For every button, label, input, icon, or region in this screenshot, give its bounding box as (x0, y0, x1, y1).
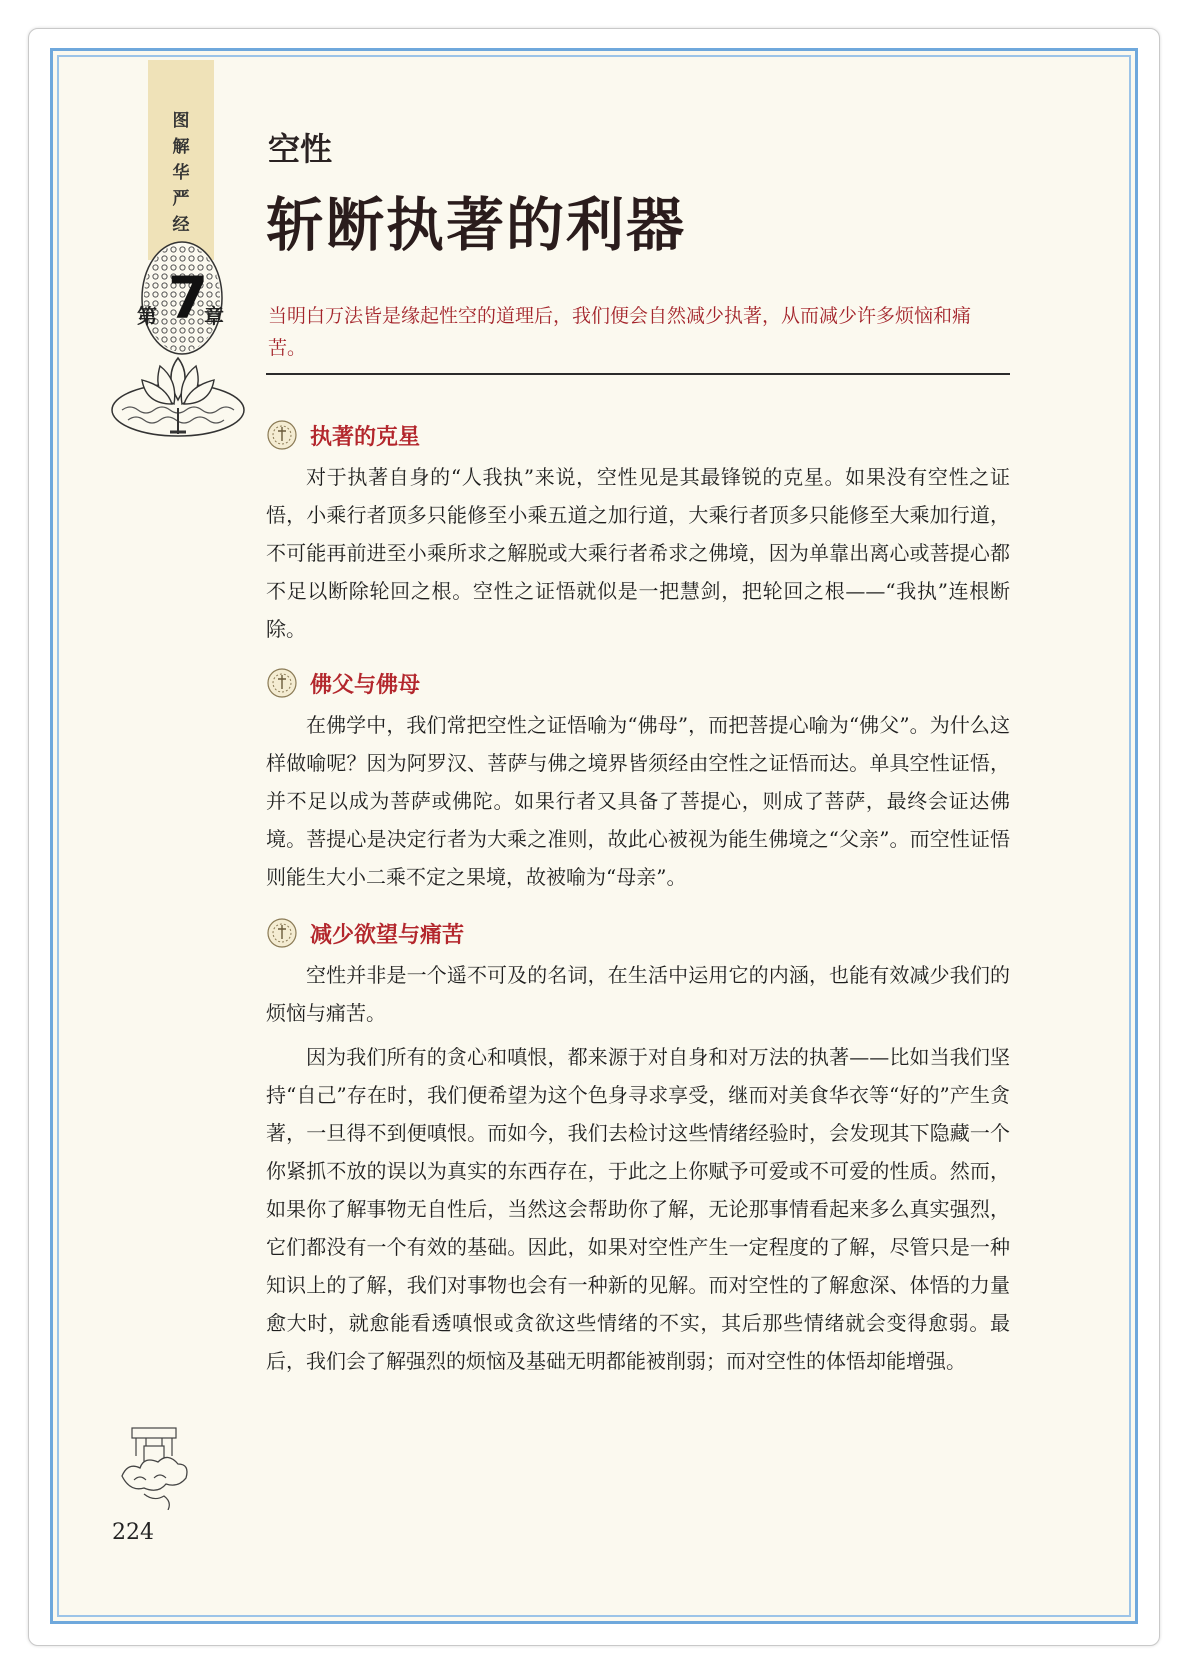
section-heading-1 (266, 418, 420, 452)
section-title-3: 减少欲望与痛苦 (310, 922, 465, 948)
section-2-paragraph-1: 在佛学中，我们常把空性之证悟喻为“佛母”，而把菩提心喻为“佛父”。为什么这样做喻呢？因为阿罗汉、菩萨与佛之境界皆须经由空性之证悟而达。单具空性证悟，并不足以成为菩萨或佛陀。如果行者又具备了菩提心，则成了菩萨，最终会证达佛境。菩提心是决定行者为大乘之准则，故此心被视为能生佛境之“父亲”。而空性证悟则能生大小二乘不定之果境，故被喻为“母亲”。 (266, 713, 1010, 889)
book-side-title: 图解华严经 (172, 111, 190, 235)
section-title-1: 执著的克星 (310, 424, 421, 450)
page-number: 224 (112, 1520, 154, 1545)
cloud-ornament-icon (114, 1424, 194, 1510)
wheel-icon (266, 419, 298, 451)
section-title-2: 佛父与佛母 (310, 672, 421, 698)
section-heading-3 (266, 916, 464, 950)
wheel-icon (266, 667, 298, 699)
section-1-paragraph-1: 对于执著自身的“人我执”来说，空性见是其最锋锐的克星。如果没有空性之证悟，小乘行者顶多只能修至小乘五道之加行道，大乘行者顶多只能修至大乘加行道，不可能再前进至小乘所求之解脱或大乘行者希求之佛境，因为单靠出离心或菩提心都不足以断除轮回之根。空性之证悟就似是一把慧剑，把轮回之根——“我执”连根断除。 (266, 465, 1010, 641)
lotus-icon (108, 348, 248, 440)
chapter-suffix: 章 (204, 304, 224, 328)
section-3-paragraph-2: 因为我们所有的贪心和嗔恨，都来源于对自身和对万法的执著——比如当我们坚持“自己”存在时，我们便希望为这个色身寻求享受，继而对美食华衣等“好的”产生贪著，一旦得不到便嗔恨。而如今，我们去检讨这些情绪经验时，会发现其下隐藏一个你紧抓不放的误以为真实的东西存在，于此之上你赋予可爱或不可爱的性质。然而，如果你了解事物无自性后，当然这会帮助你了解，无论那事情看起来多么真实强烈，它们都没有一个有效的基础。因此，如果对空性产生一定程度的了解，尽管只是一种知识上的了解，我们对事物也会有一种新的见解。而对空性的了解愈深、体悟的力量愈大时，就愈能看透嗔恨或贪欲这些情绪的不实，其后那些情绪就会变得愈弱。最后，我们会了解强烈的烦恼及基础无明都能被削弱；而对空性的体悟却能增强。 (266, 1045, 1010, 1373)
intro-text: 当明白万法皆是缘起性空的道理后，我们便会自然减少执著，从而减少许多烦恼和痛苦。 (268, 305, 972, 359)
wheel-icon (266, 917, 298, 949)
section-heading-2 (266, 666, 420, 700)
chapter-number: 7 (167, 264, 209, 332)
section-3-paragraph-1: 空性并非是一个遥不可及的名词，在生活中运用它的内涵，也能有效减少我们的烦恼与痛苦。 (266, 963, 1010, 1025)
title-divider (266, 373, 1010, 375)
chapter-prefix: 第 (137, 304, 157, 328)
page-subtitle: 空性 (268, 130, 333, 168)
page-title: 斩断执著的利器 (266, 191, 687, 259)
